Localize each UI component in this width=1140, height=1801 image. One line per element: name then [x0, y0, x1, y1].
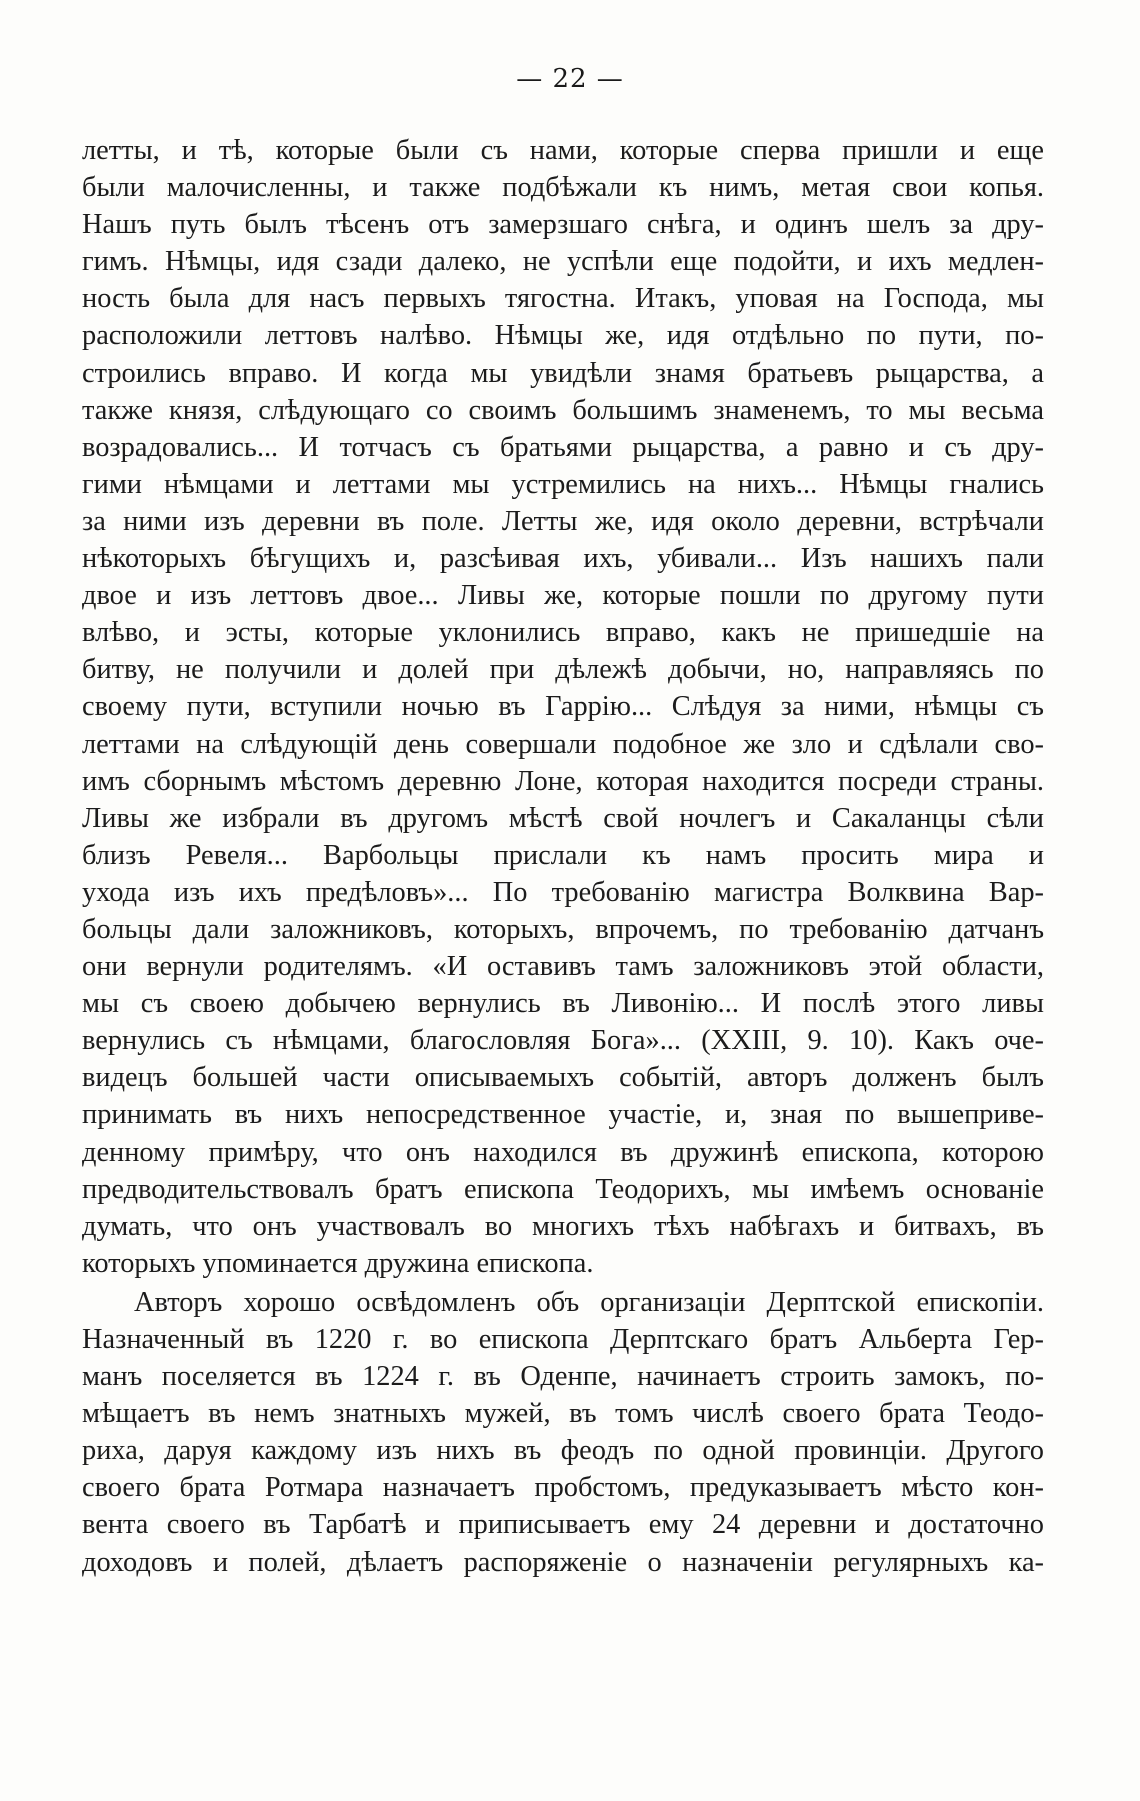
text-line: вернулись съ нѣмцами, благословляя Бога»... (XXIII, 9. 10). Какъ оче- — [82, 1025, 1044, 1057]
text-line: принимать въ нихъ непосредственное участіе, и, зная по вышеприве- — [82, 1099, 1044, 1131]
text-line: также князя, слѣдующаго со своимъ большимъ знаменемъ, то мы весьма — [82, 394, 1044, 426]
text-line: мѣщаетъ въ немъ знатныхъ мужей, въ томъ числѣ своего брата Теодо- — [82, 1398, 1044, 1430]
text-line: вента своего въ Тарбатѣ и приписываетъ ему 24 деревни и достаточно — [82, 1509, 1044, 1541]
text-line: думать, что онъ участвовалъ во многихъ тѣхъ набѣгахъ и битвахъ, въ — [82, 1210, 1044, 1242]
paragraph-1 — [82, 132, 1044, 1282]
text-line: имъ сборнымъ мѣстомъ деревню Лоне, которая находится посреди страны. — [82, 765, 1044, 797]
text-line: гимъ. Нѣмцы, идя сзади далеко, не успѣли еще подойти, и ихъ медлен- — [82, 246, 1044, 278]
text-line: видецъ большей части описываемыхъ событій, авторъ долженъ былъ — [82, 1062, 1044, 1094]
text-line: летты, и тѣ, которые были съ нами, которые сперва пришли и еще — [82, 135, 1044, 166]
text-line: риха, даруя каждому изъ нихъ въ феодъ по одной провинціи. Другого — [82, 1435, 1044, 1467]
text-line: расположили леттовъ налѣво. Нѣмцы же, идя отдѣльно по пути, по- — [82, 320, 1044, 352]
text-line: они вернули родителямъ. «И оставивъ тамъ заложниковъ этой области, — [82, 951, 1044, 983]
text-line: были малочисленны, и также подбѣжали къ нимъ, метая свои копья. — [82, 172, 1044, 204]
body-text — [82, 132, 1044, 1581]
text-line: строились вправо. И когда мы увидѣли знамя братьевъ рыцарства, а — [82, 357, 1044, 389]
text-line: леттами на слѣдующій день совершали подобное же зло и сдѣлали сво- — [82, 728, 1044, 760]
text-line: предводительствовалъ братъ епископа Теодорихъ, мы имѣемъ основаніе — [82, 1173, 1044, 1205]
text-line: денному примѣру, что онъ находился въ дружинѣ епископа, которою — [82, 1136, 1044, 1168]
text-line: которыхъ упоминается дружина епископа. — [82, 1247, 594, 1279]
page-number: — 22 — — [516, 64, 624, 94]
text-line: больцы дали заложниковъ, которыхъ, впрочемъ, по требованію датчанъ — [82, 913, 1044, 945]
text-line: за ними изъ деревни въ поле. Летты же, идя около деревни, встрѣчали — [82, 505, 1044, 537]
text-line: Назначенный въ 1220 г. во епископа Дерптскаго братъ Альберта Гер- — [82, 1324, 1044, 1355]
text-line: ухода изъ ихъ предѣловъ»... По требованію магистра Волквина Вар- — [82, 876, 1044, 908]
text-line: битву, не получили и долей при дѣлежѣ добычи, но, направляясь по — [82, 654, 1044, 686]
text-line: влѣво, и эсты, которые уклонились вправо, какъ не пришедшіе на — [82, 617, 1044, 649]
text-line: Ливы же избрали въ другомъ мѣстѣ свой ночлегъ и Сакаланцы сѣли — [82, 802, 1044, 834]
text-line: близъ Ревеля... Варбольцы прислали къ намъ просить мира и — [82, 839, 1044, 871]
text-line: двое и изъ леттовъ двое... Ливы же, которые пошли по другому пути — [82, 580, 1044, 612]
text-line: мы съ своею добычею вернулись въ Ливонію... И послѣ этого ливы — [82, 988, 1044, 1020]
text-line: Нашъ путь былъ тѣсенъ отъ замерзшаго снѣга, и одинъ шелъ за дру- — [82, 209, 1044, 241]
text-line: Авторъ хорошо освѣдомленъ объ организаціи Дерптской епископіи. — [134, 1286, 1044, 1318]
text-line: своего брата Ротмара назначаетъ пробстомъ, предуказываетъ мѣсто кон- — [82, 1472, 1044, 1504]
text-line: своему пути, вступили ночью въ Гаррію... Слѣдуя за ними, нѣмцы съ — [82, 691, 1044, 723]
text-line: манъ поселяется въ 1224 г. въ Оденпе, начинаетъ строить замокъ, по- — [82, 1361, 1044, 1393]
text-line: нѣкоторыхъ бѣгущихъ и, разсѣивая ихъ, убивали... Изъ нашихъ пали — [82, 543, 1044, 575]
text-line: возрадовались... И тотчасъ съ братьями рыцарства, а равно и съ дру- — [82, 431, 1044, 463]
text-line: доходовъ и полей, дѣлаетъ распоряженіе о назначеніи регулярныхъ ка- — [82, 1546, 1044, 1578]
text-line: ность была для насъ первыхъ тягостна. Итакъ, уповая на Господа, мы — [82, 283, 1044, 315]
text-line: гими нѣмцами и леттами мы устремились на нихъ... Нѣмцы гнались — [82, 468, 1044, 500]
paragraph-2 — [82, 1284, 1044, 1581]
